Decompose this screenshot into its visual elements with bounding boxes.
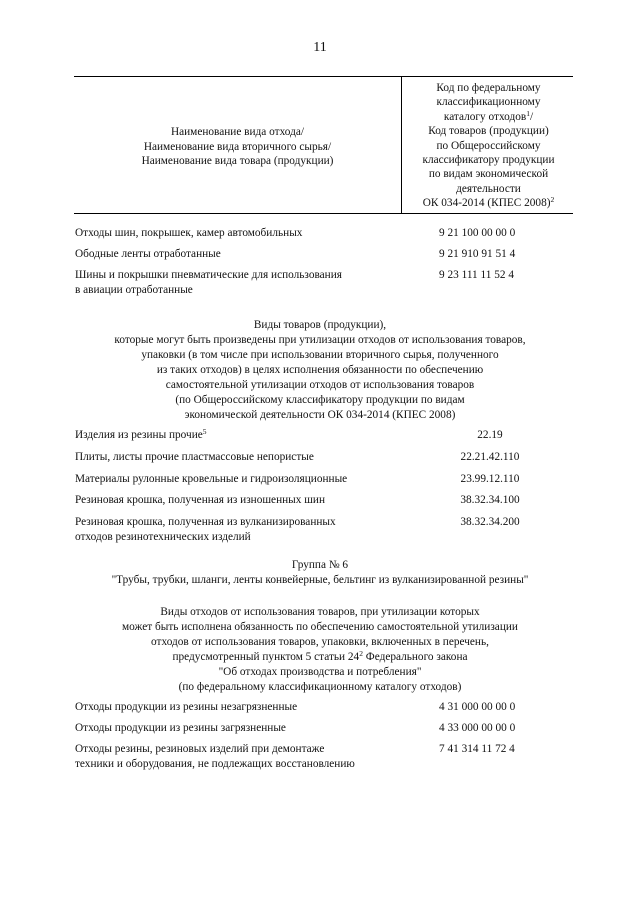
- row-code: 4 33 000 00 00 0: [439, 722, 516, 734]
- header-right-line: Код товаров (продукции): [428, 125, 549, 138]
- section-heading-waste: Виды отходов от использования товаров, при утилизации которых может быть исполнена обязанность по обеспечению самостоятельной утилизации отходов от использования товаров, упаковки, включенных в перечень, предусмотренный пунктом 5 статьи $24^2$ Федерального закона "Об отходах производства и потребления" (по федеральному классификационному каталогу отходов): [122, 606, 518, 693]
- row-code: 38.32.34.100: [460, 494, 520, 506]
- row-code: 38.32.34.200: [460, 516, 520, 528]
- header-left-line: Наименование вида товара (продукции): [141, 155, 334, 167]
- header-right-line: каталогу отходов$^1$/: [443, 108, 534, 123]
- header-right: [404, 81, 573, 211]
- row-name: Изделия из резины прочие$^5$: [75, 427, 207, 441]
- header-right-line: ОК 034-2014 (КПЕС 2008)$^2$: [422, 195, 555, 210]
- group-subtitle: "Трубы, трубки, шланги, ленты конвейерные, бельтинг из вулканизированной резины": [111, 574, 529, 586]
- header-right-line: Код по федеральному: [436, 82, 541, 94]
- row-code: 9 21 100 00 00 0: [439, 227, 516, 239]
- row-name: Резиновая крошка, полученная из вулканизированных отходов резинотехнических изделий: [75, 516, 336, 543]
- row-name: Отходы шин, покрышек, камер автомобильных: [75, 227, 303, 239]
- section-heading-products: Виды товаров (продукции), которые могут быть произведены при утилизации отходов от использования товаров, упаковки (в том числе при использовании вторичного сырья, полученного из таких отходов) в целях исполнения обязанности по обеспечению самостоятельной утилизации отходов от использования товаров (по Общероссийскому классификатору продукции по видам экономической деятельности ОК 034-2014 (КПЕС 2008): [114, 319, 526, 421]
- header-right-line: по видам экономической: [428, 168, 549, 181]
- header-right-line: по Общероссийскому: [436, 139, 541, 152]
- table-header: [74, 76, 573, 214]
- row-name: Отходы резины, резиновых изделий при демонтаже техники и оборудования, не подлежащих восстановлению: [75, 743, 355, 770]
- header-right-line: деятельности: [456, 182, 521, 195]
- group-heading: [60, 558, 580, 588]
- header-left-line: Наименование вида отхода/: [170, 126, 305, 138]
- row-name: Отходы продукции из резины загрязненные: [75, 722, 286, 734]
- header-divider: [401, 77, 402, 213]
- row-name: Шины и покрышки пневматические для использования в авиации отработанные: [75, 269, 342, 296]
- header-left-line: Наименование вида вторичного сырья/: [143, 140, 332, 153]
- row-name: Ободные ленты отработанные: [75, 248, 221, 260]
- row-name: Отходы продукции из резины незагрязненные: [75, 701, 298, 713]
- row-name: Резиновая крошка, полученная из изношенных шин: [75, 494, 326, 506]
- header-right-line: классификатору продукции: [422, 154, 555, 167]
- header-right-line: классификационному: [436, 96, 541, 109]
- row-code: 22.21.42.110: [460, 451, 520, 463]
- row-code: 4 31 000 00 00 0: [439, 701, 516, 713]
- row-name: Материалы рулонные кровельные и гидроизоляционные: [75, 473, 348, 485]
- page-number: 11: [313, 40, 327, 55]
- row-code: 22.19: [477, 429, 503, 441]
- header-left: [74, 125, 401, 169]
- row-code: 7 41 314 11 72 4: [439, 743, 515, 755]
- row-name: Плиты, листы прочие пластмассовые непористые: [75, 451, 314, 463]
- row-code: 23.99.12.110: [460, 473, 520, 485]
- row-code: 9 21 910 91 51 4: [439, 248, 516, 260]
- group-title: Группа № 6: [291, 559, 349, 571]
- row-code: 9 23 111 11 52 4: [439, 269, 514, 281]
